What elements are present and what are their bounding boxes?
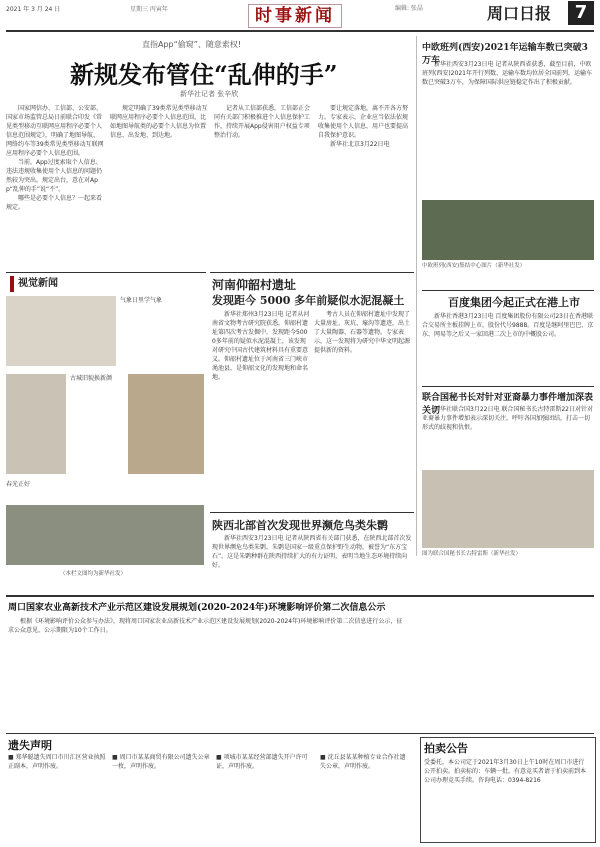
editor-note: 编辑: 张晶 <box>395 5 423 12</box>
visual-photo-3 <box>128 374 204 474</box>
auction-title: 拍卖公告 <box>424 742 468 755</box>
lead-p6: 要让规定落地，离不开各方努力。专家表示，企业应当依法依规收集使用个人信息，用户也要提高自我保护意识。 <box>318 105 409 139</box>
notice-1: ■ 郑华聪遗失周口市川汇区营业执照正副本，声明作废。 <box>8 754 106 770</box>
henan-paragraph-2: 考古人员在仰韶村遗址中发现了大量房址、灰坑、壕沟等遗迹，出土了大量陶器、石器等遗物。专家表示，这一发现将为研究中华文明起源提供新的资料。 <box>314 311 411 354</box>
bottom-body <box>8 617 408 729</box>
visual-photo-4 <box>6 505 204 565</box>
lead-col-4 <box>318 104 410 270</box>
shaanxi-body <box>212 534 412 592</box>
xian-paragraph: 新华社西安3月23日电 记者从陕西省获悉，截至目前，中欧班列(西安)2021年开行列数、运输车数均位居全国前列，运输车数已突破3万车，为保障国际供应链稳定作出了积极贡献。 <box>422 61 592 86</box>
baidu-paragraph: 新华社香港3月23日电 百度集团股份有限公司23日在香港联合交易所主板挂牌上市，股份代号9888。百度是继阿里巴巴、京东、网易等之后又一家回港二次上市的中概股公司。 <box>422 313 594 338</box>
henan-headline-1: 河南仰韶村遗址 <box>212 278 297 292</box>
shaanxi-headline: 陕西北部首次发现世界濒危鸟类朱鹮 <box>212 519 388 532</box>
un-body <box>422 405 594 465</box>
page-number: 7 <box>568 1 594 25</box>
henan-body-1 <box>212 310 310 510</box>
visual-top-rule <box>6 272 206 273</box>
notices-top-rule <box>6 733 594 734</box>
notice-3: ■ 项城市某某经营部遗失开户许可证，声明作废。 <box>216 754 308 770</box>
bottom-paragraph: 根据《环境影响评价公众参与办法》，现将周口国家农业高新技术产业示范区建设发展规划(2020-2024年)环境影响评价第二次信息进行公示，征求公众意见。公示期限为10个工作日。 <box>8 618 403 634</box>
henan-body-2 <box>314 310 412 510</box>
lead-p1: 国家网信办、工信部、公安部、国家市场监管总局日前联合印发《常见类型移动互联网应用程序必要个人信息范围规定》，明确了地图导航、网络约车等39类常见类型移动互联网应用程序必要个人信息范围。 <box>6 105 104 157</box>
notice-col-1 <box>8 753 108 841</box>
column-divider <box>416 36 417 556</box>
lead-col-2 <box>110 104 208 270</box>
lead-p3: 哪些是必要个人信息？一起来看规定。 <box>6 195 103 211</box>
henan-headline-2: 发现距今 5000 多年前疑似水泥混凝土 <box>212 294 405 307</box>
xian-body <box>422 60 594 210</box>
xian-headline: 中欧班列(西安)2021年运输车数已突破3万车 <box>422 43 588 66</box>
bottom-body-right <box>416 617 594 729</box>
lead-p2: 当前，App过度索取个人信息、违法违规收集使用个人信息的问题仍然较为突出。规定出台，意在对App“乱伸的手”说“不”。 <box>6 159 103 193</box>
lead-p5: 记者从工信部获悉，工信部正会同有关部门积极推进个人信息保护工作，持续开展App侵害用户权益专项整治行动。 <box>214 105 311 139</box>
un-headline: 联合国秘书长对针对亚裔暴力事件增加深表关切 <box>422 393 594 416</box>
baidu-body <box>422 312 594 382</box>
visual-photo-1 <box>6 296 116 366</box>
lead-p7: 新华社北京3月22日电 <box>330 141 390 148</box>
shaanxi-top-rule <box>210 512 414 513</box>
lead-col-3 <box>214 104 312 270</box>
bottom-top-rule <box>6 595 594 597</box>
edition-note: 星期三 丙寅年 <box>130 6 168 13</box>
visual-photo-2 <box>6 374 66 474</box>
baidu-top-rule <box>422 290 594 291</box>
xian-photo <box>422 200 594 260</box>
henan-paragraph-1: 新华社郑州3月23日电 记者从河南省文物考古研究院获悉，仰韶村遗址第四次考古发掘中，发现距今5000多年前的疑似水泥混凝土，该发现对研究中国古代建筑材料具有重要意义。仰韶村遗址位于河南省三门峡市渑池县，是仰韶文化的发现地和命名地。 <box>212 311 310 381</box>
notice-col-2 <box>112 753 212 841</box>
section-rubric: 时事新闻 <box>248 4 342 28</box>
shaanxi-paragraph: 新华社西安3月23日电 记者从陕西省有关部门获悉，在陕西北部首次发现世界濒危鸟类朱鹮。朱鹮是国家一级重点保护野生动物，被誉为“东方宝石”。这是朱鹮种群在陕西持续扩大的有力证明，表明当地生态环境持续向好。 <box>212 535 412 569</box>
un-caption: 图为联合国秘书长古特雷斯（新华社发） <box>422 551 522 557</box>
notice-4: ■ 沈丘县某某种植专业合作社遗失公章，声明作废。 <box>320 754 406 770</box>
notice-col-4 <box>320 753 410 841</box>
un-photo <box>422 470 594 548</box>
visual-label: 视觉新闻 <box>10 276 78 292</box>
visual-caption-2: 古城旧貌换新颜 <box>70 375 113 382</box>
henan-top-rule <box>210 272 414 273</box>
notice-col-3 <box>216 753 316 841</box>
auction-body: 受委托，本公司定于2021年3月30日上午10时在周口市进行公开拍卖。拍卖标的：车辆一批。有意竞买者请于拍卖前到本公司办理竞买手续。咨询电话：0394-8216 <box>424 759 587 784</box>
un-top-rule <box>422 386 594 387</box>
newspaper-brand: 周口日报 <box>487 4 552 23</box>
visual-caption-3: 春光正好 <box>6 481 31 488</box>
page-date: 2021 年 3 月 24 日 <box>6 6 61 13</box>
lead-kicker: 直指App“偷窥”、随意索权! <box>142 40 242 49</box>
visual-credit: （本栏文图均为新华社发） <box>60 571 127 577</box>
notice-2: ■ 周口市某某商贸有限公司遗失公章一枚，声明作废。 <box>112 754 210 770</box>
lead-col-1 <box>6 104 104 270</box>
baidu-headline: 百度集团今起正式在港上市 <box>448 296 580 309</box>
lead-headline: 新规发布管住“乱伸的手” <box>70 60 338 89</box>
un-paragraph: 新华社联合国3月22日电 联合国秘书长古特雷斯22日对针对亚裔暴力事件增加表示深切关注，呼吁各国加强团结，打击一切形式的歧视和仇恨。 <box>422 406 593 431</box>
notices-title: 遗失声明 <box>8 739 52 752</box>
lead-p4: 规定明确了39类常见类型移动互联网应用程序必要个人信息范围，比如地图导航类的必要个人信息为位置信息、出发地、到达地。 <box>110 105 208 139</box>
visual-caption-1: 气象日里学气象 <box>120 297 163 304</box>
bottom-headline: 周口国家农业高新技术产业示范区建设发展规划(2020-2024年)环境影响评价第二次信息公示 <box>8 603 386 613</box>
header-rule <box>6 30 594 32</box>
lead-byline: 新华社记者 张辛欣 <box>180 90 239 98</box>
xian-caption: 中欧班列(西安)集结中心图片（新华社发） <box>422 263 526 269</box>
